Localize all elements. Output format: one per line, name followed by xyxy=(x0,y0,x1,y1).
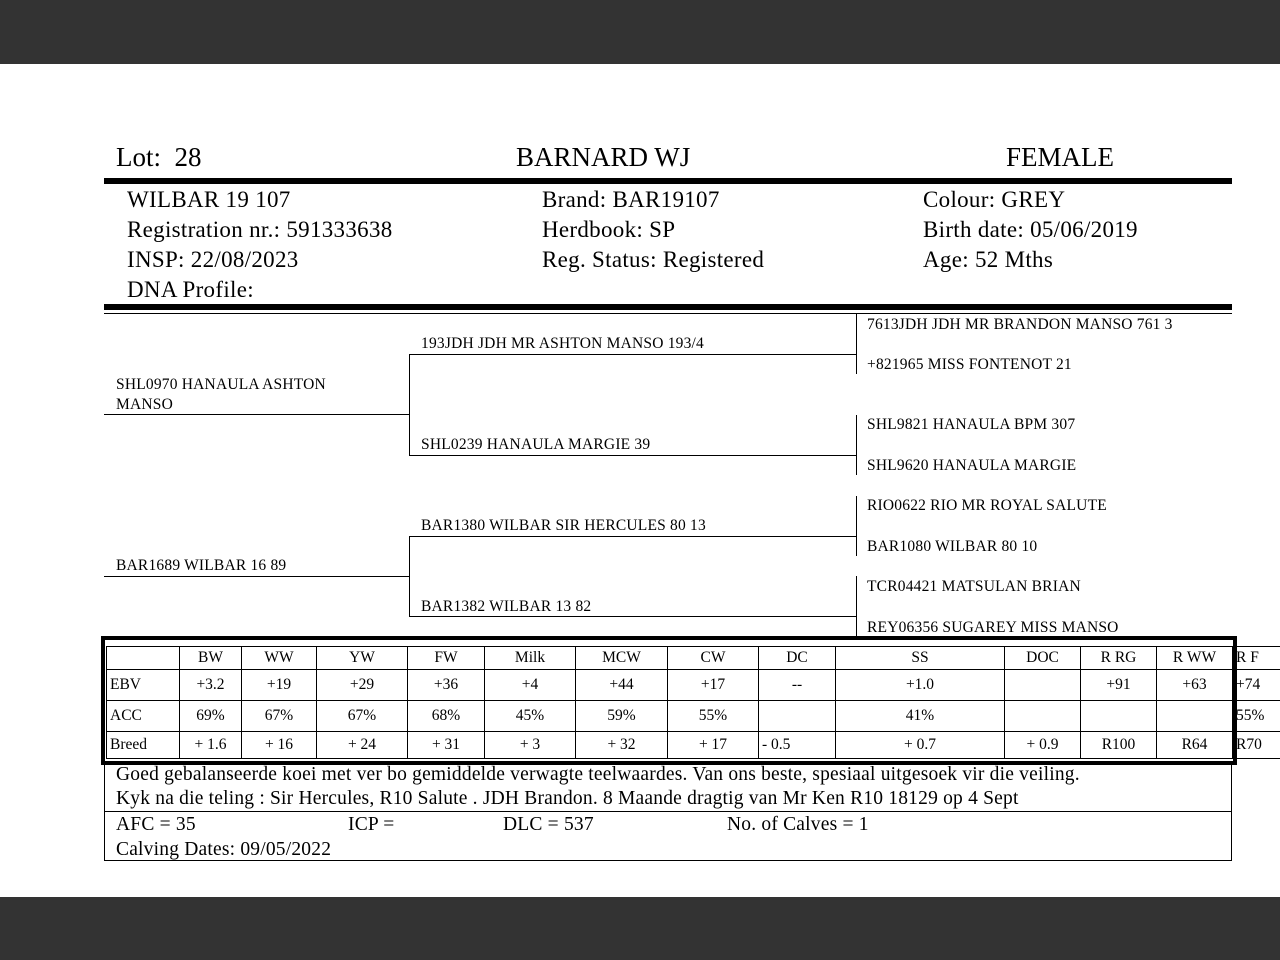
ebv-col-header: FW xyxy=(408,647,485,670)
top-bar xyxy=(0,0,1280,64)
pedigree-g1: 7613JDH JDH MR BRANDON MANSO 761 3 xyxy=(867,316,1173,333)
ebv-cell: +91 xyxy=(1081,670,1157,701)
animal-name: WILBAR 19 107 xyxy=(127,187,291,212)
ebv-col-header: MCW xyxy=(576,647,668,670)
acc-cell: 67% xyxy=(242,701,317,732)
pedigree-dam-sire: BAR1380 WILBAR SIR HERCULES 80 13 xyxy=(421,517,706,534)
acc-cell: 68% xyxy=(408,701,485,732)
breed-cell: R64 xyxy=(1157,732,1233,759)
ebv-col-header: WW xyxy=(242,647,317,670)
ebv-cell: +29 xyxy=(317,670,408,701)
header-rule-top xyxy=(104,178,1232,184)
sire-bracket xyxy=(409,354,410,456)
acc-cell: 55% xyxy=(1233,701,1280,732)
pedigree-g6: BAR1080 WILBAR 80 10 xyxy=(867,538,1038,555)
lot-label: Lot: 28 xyxy=(116,142,202,172)
registration-number: Registration nr.: 591333638 xyxy=(127,217,393,242)
ebv-row-label: EBV xyxy=(107,670,180,701)
breed-cell: + 0.9 xyxy=(1005,732,1081,759)
ebv-row-label: ACC xyxy=(107,701,180,732)
pedigree-g4: SHL9620 HANAULA MARGIE xyxy=(867,457,1077,474)
acc-cell: 69% xyxy=(180,701,242,732)
breed-cell: R100 xyxy=(1081,732,1157,759)
reg-status: Reg. Status: Registered xyxy=(542,247,765,272)
ebv-row-label: Breed xyxy=(107,732,180,759)
ss-bracket xyxy=(856,314,857,374)
dam-dam-line xyxy=(409,616,856,617)
insp-date: INSP: 22/08/2023 xyxy=(127,247,299,272)
breed-cell: + 1.6 xyxy=(180,732,242,759)
acc-cell xyxy=(1005,701,1081,732)
ebv-cell: +4 xyxy=(485,670,576,701)
breeder-name: BARNARD WJ xyxy=(516,142,691,172)
ebv-cell: +74 xyxy=(1233,670,1280,701)
calving-dates: Calving Dates: 09/05/2022 xyxy=(116,839,332,860)
calves-count: No. of Calves = 1 xyxy=(727,814,869,835)
ebv-col-header: YW xyxy=(317,647,408,670)
ebv-col-header: BW xyxy=(180,647,242,670)
acc-cell: 45% xyxy=(485,701,576,732)
lot-number: 28 xyxy=(174,142,202,172)
dlc-value: DLC = 537 xyxy=(503,814,594,835)
ebv-cell: +3.2 xyxy=(180,670,242,701)
breed-cell: + 16 xyxy=(242,732,317,759)
dd-bracket xyxy=(856,576,857,636)
dna-profile: DNA Profile: xyxy=(127,277,254,302)
ebv-cell: +44 xyxy=(576,670,668,701)
acc-cell xyxy=(1081,701,1157,732)
herdbook: Herdbook: SP xyxy=(542,217,676,242)
pedigree-g2: +821965 MISS FONTENOT 21 xyxy=(867,356,1072,373)
icp-value: ICP = xyxy=(348,814,395,835)
brand: Brand: BAR19107 xyxy=(542,187,720,212)
breed-cell: + 0.7 xyxy=(836,732,1005,759)
afc-value: AFC = 35 xyxy=(116,814,196,835)
ebv-col-header: DC xyxy=(759,647,836,670)
sire-dam-line xyxy=(409,455,856,456)
pedigree-sire: SHL0970 HANAULA ASHTON xyxy=(116,376,326,393)
pedigree-g7: TCR04421 MATSULAN BRIAN xyxy=(867,578,1081,595)
acc-cell: 67% xyxy=(317,701,408,732)
pedigree-sire-sire: 193JDH JDH MR ASHTON MANSO 193/4 xyxy=(421,335,705,352)
ds-bracket xyxy=(856,496,857,556)
birth-date: Birth date: 05/06/2019 xyxy=(923,217,1138,242)
ebv-col-header: R RG xyxy=(1081,647,1157,670)
pedigree-dam: BAR1689 WILBAR 16 89 xyxy=(116,557,287,574)
breed-cell: + 32 xyxy=(576,732,668,759)
dam-sire-line xyxy=(409,536,856,537)
ebv-cell: +17 xyxy=(668,670,759,701)
breed-row xyxy=(107,732,1280,759)
ebv-col-header: SS xyxy=(836,647,1005,670)
breed-cell: + 31 xyxy=(408,732,485,759)
ebv-col-header: Milk xyxy=(485,647,576,670)
pedigree-dam-dam: BAR1382 WILBAR 13 82 xyxy=(421,598,592,615)
pedigree-sire-dam: SHL0239 HANAULA MARGIE 39 xyxy=(421,436,651,453)
breed-cell: + 17 xyxy=(668,732,759,759)
pedigree-g8: REY06356 SUGAREY MISS MANSO xyxy=(867,619,1119,636)
breed-cell: + 24 xyxy=(317,732,408,759)
sd-bracket xyxy=(856,415,857,475)
ebv-cell xyxy=(1005,670,1081,701)
ebv-row xyxy=(107,670,1280,701)
header-rule-thin xyxy=(104,313,1232,314)
ebv-cell: +36 xyxy=(408,670,485,701)
breed-cell: R70 xyxy=(1233,732,1280,759)
colour: Colour: GREY xyxy=(923,187,1066,212)
acc-cell xyxy=(759,701,836,732)
ebv-col-header: R WW xyxy=(1157,647,1233,670)
dam-bracket xyxy=(409,536,410,617)
header-rule-bottom xyxy=(104,304,1232,310)
sex-label: FEMALE xyxy=(1006,142,1114,172)
pedigree-sire-line2: MANSO xyxy=(116,396,173,413)
breed-cell: + 3 xyxy=(485,732,576,759)
bottom-bar xyxy=(0,897,1280,960)
pedigree-g5: RIO0622 RIO MR ROYAL SALUTE xyxy=(867,497,1107,514)
breed-cell: - 0.5 xyxy=(759,732,836,759)
age: Age: 52 Mths xyxy=(923,247,1054,272)
remarks-line-2: Kyk na die teling : Sir Hercules, R10 Salute . JDH Brandon. 8 Maande dragtig van Mr Ken R10 18129 op 4 Sept xyxy=(116,788,1019,809)
acc-cell: 41% xyxy=(836,701,1005,732)
ebv-cell: +63 xyxy=(1157,670,1233,701)
remarks-line-1: Goed gebalanseerde koei met ver bo gemiddelde verwagte teelwaardes. Van ons beste, spesiaal uitgesoek vir die veiling. xyxy=(116,764,1080,785)
acc-cell xyxy=(1157,701,1233,732)
ebv-col-header xyxy=(107,647,180,670)
ebv-col-header: R F xyxy=(1233,647,1280,670)
acc-cell: 55% xyxy=(668,701,759,732)
ebv-header-row xyxy=(107,647,1280,670)
pedigree-g3: SHL9821 HANAULA BPM 307 xyxy=(867,416,1076,433)
ebv-cell: +19 xyxy=(242,670,317,701)
ebv-col-header: DOC xyxy=(1005,647,1081,670)
ebv-cell: +1.0 xyxy=(836,670,1005,701)
sire-line xyxy=(104,414,409,415)
acc-cell: 59% xyxy=(576,701,668,732)
dam-line xyxy=(104,576,409,577)
remarks-divider xyxy=(104,811,1232,812)
acc-row xyxy=(107,701,1280,732)
ebv-table xyxy=(106,646,1280,759)
ebv-cell: -- xyxy=(759,670,836,701)
ebv-col-header: CW xyxy=(668,647,759,670)
sire-sire-line xyxy=(409,354,856,355)
